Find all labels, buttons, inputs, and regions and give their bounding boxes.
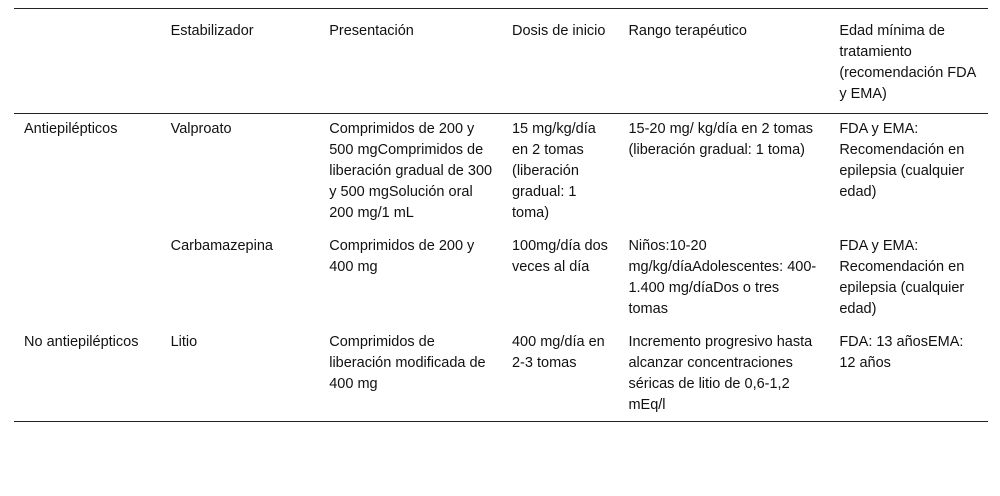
cell-age: FDA: 13 añosEMA: 12 años: [839, 334, 964, 371]
cell-age: FDA y EMA: Recomendación en epilepsia (cualquier edad): [839, 238, 965, 317]
header-dose: Dosis de inicio: [511, 23, 606, 39]
stabilizers-table: [14, 8, 988, 422]
cell-dose: 100mg/día dos veces al día: [511, 238, 608, 275]
cell-presentation: Comprimidos de 200 y 400 mg: [329, 238, 475, 275]
cell-group: [14, 224, 161, 320]
cell-age: FDA y EMA: Recomendación en epilepsia (cualquier edad): [839, 121, 965, 200]
cell-stabilizer: Litio: [170, 334, 198, 350]
cell-dose: 15 mg/kg/día en 2 tomas (liberación gradual: 1 toma): [511, 121, 596, 221]
table-row: [14, 224, 988, 320]
cell-presentation: Comprimidos de liberación modificada de 400 mg: [329, 334, 486, 392]
cell-group: Antiepilépticos: [24, 121, 118, 137]
table-row: [14, 114, 988, 225]
cell-range: Niños:10-20 mg/kg/díaAdolescentes: 400-1.400 mg/díaDos o tres tomas: [628, 238, 817, 317]
header-presentation: Presentación: [329, 23, 414, 39]
cell-group: No antiepilépticos: [24, 334, 139, 350]
table-row: [14, 320, 988, 422]
cell-stabilizer: Carbamazepina: [170, 238, 273, 254]
cell-range: 15-20 mg/ kg/día en 2 tomas (liberación gradual: 1 toma): [628, 121, 814, 158]
header-age: Edad mínima de tratamiento (recomendación FDA y EMA): [839, 23, 976, 102]
table-header: [14, 9, 988, 114]
cell-range: Incremento progresivo hasta alcanzar concentraciones séricas de litio de 0,6-1,2 mEq/l: [628, 334, 813, 413]
table-body: [14, 114, 988, 422]
header-group: [14, 9, 161, 114]
header-row: [14, 9, 988, 114]
cell-presentation: Comprimidos de 200 y 500 mgComprimidos de liberación gradual de 300 y 500 mgSolución oral 200 mg/1 mL: [329, 121, 493, 221]
header-stabilizer: Estabilizador: [170, 23, 254, 39]
cell-dose: 400 mg/día en 2-3 tomas: [511, 334, 605, 371]
header-range: Rango terapéutico: [628, 23, 747, 39]
cell-stabilizer: Valproato: [170, 121, 232, 137]
